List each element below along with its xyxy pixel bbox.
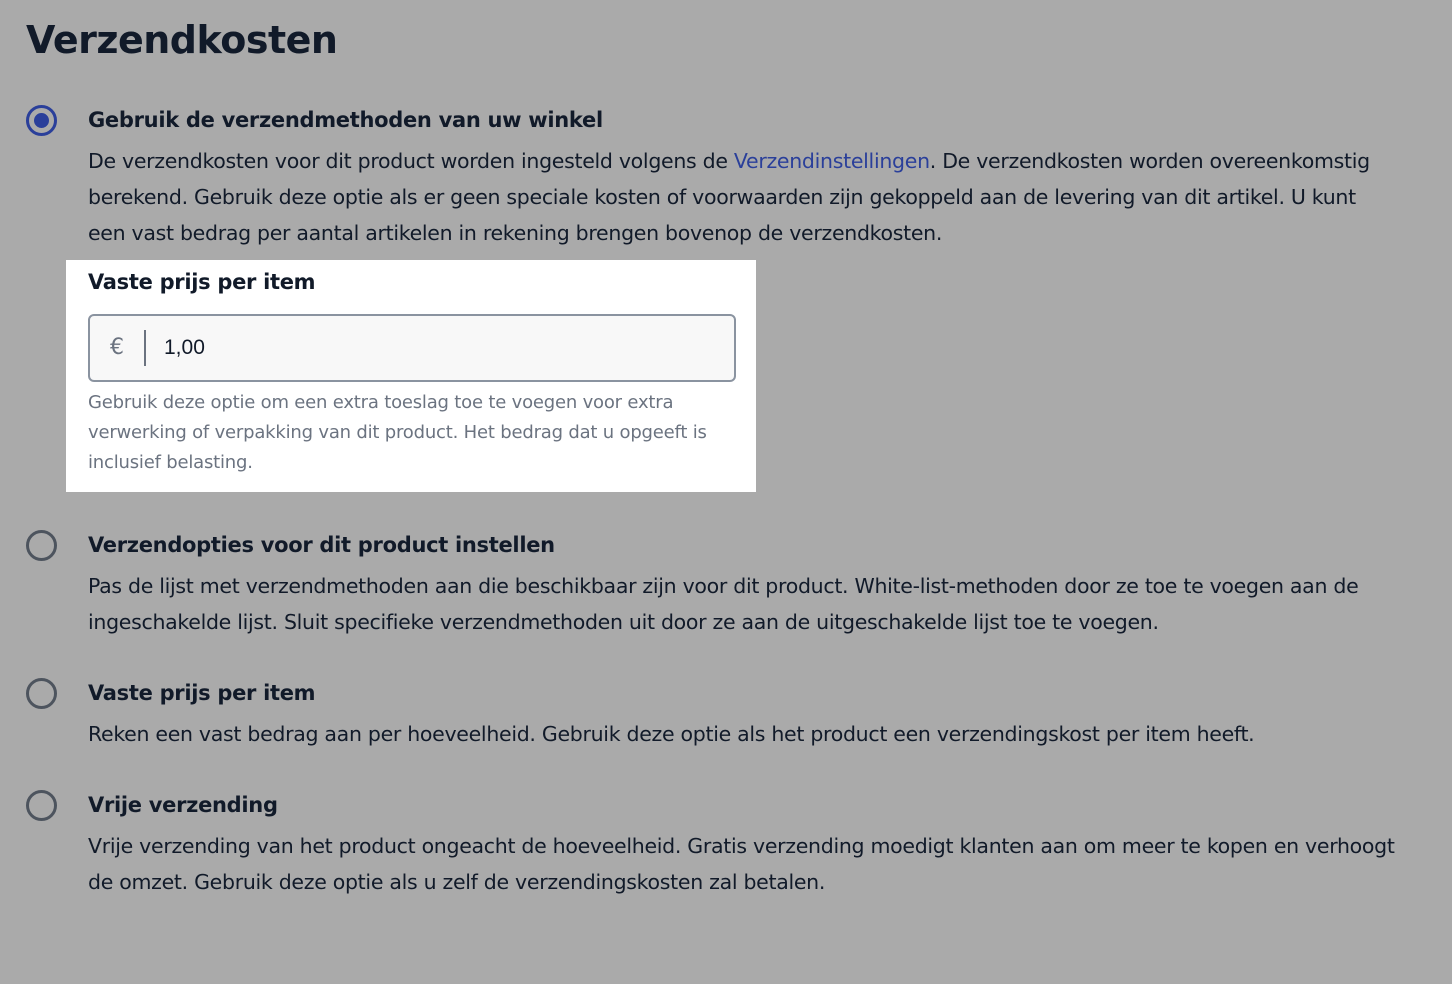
desc-text: . De verzendkosten worden overeenkomstig berekend. Gebruik deze optie als er geen speciale kosten of voorwaarden zijn gekoppeld aan de levering van dit artikel. U kunt een vast bedrag per aantal artikelen in rekening brengen bovenop de verzendkosten. [88,149,1370,245]
option-label: Vrije verzending [88,793,278,817]
price-help-text: Gebruik deze optie om een extra toeslag toe te voegen voor extra verwerking of verpakking van dit product. Het bedrag dat u opgeeft is inclusief belasting. [88,392,707,473]
option-description [88,143,1398,251]
option-label: Vaste prijs per item [88,681,316,705]
price-per-item-panel [66,260,756,492]
currency-prefix: € [90,330,146,366]
page-title: Verzendkosten [26,18,338,62]
radio-free-shipping[interactable] [26,790,57,821]
option-description: Reken een vast bedrag aan per hoeveelheid. Gebruik deze optie als het product een verzendingskost per item heeft. [88,722,1255,746]
radio-store-methods[interactable] [26,105,57,136]
option-description: Pas de lijst met verzendmethoden aan die beschikbaar zijn voor dit product. White-list-methoden door ze toe te voegen aan de ingeschakelde lijst. Sluit specifieke verzendmethoden uit door ze aan de uitgeschakelde lijst toe te voegen. [88,574,1359,634]
shipping-settings-link[interactable]: Verzendinstellingen [733,149,930,173]
radio-fixed-price[interactable] [26,678,57,709]
desc-text: De verzendkosten voor dit product worden ingesteld volgens de [88,149,734,173]
option-description: Vrije verzending van het product ongeacht de hoeveelheid. Gratis verzending moedigt klanten aan om meer te kopen en verhoogt de omzet. Gebruik deze optie als u zelf de verzendingskosten zal betalen. [88,834,1395,894]
option-label: Gebruik de verzendmethoden van uw winkel [88,108,603,132]
price-input[interactable] [146,316,734,380]
radio-product-shipping[interactable] [26,530,57,561]
option-label: Verzendopties voor dit product instellen [88,533,555,557]
price-field-label: Vaste prijs per item [88,270,316,294]
price-field [88,314,736,382]
